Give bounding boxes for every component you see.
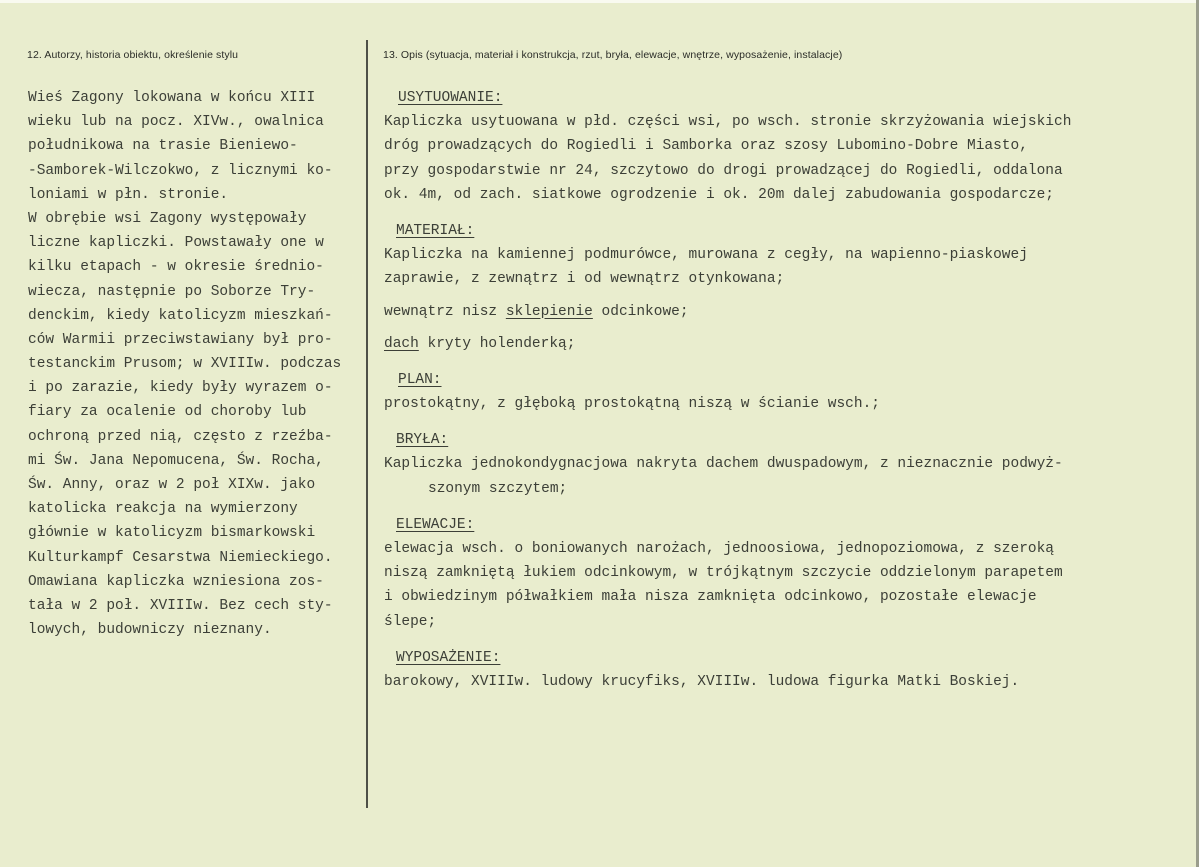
label-bryla: BRYŁA: (396, 432, 449, 449)
usytuowanie-line: Kapliczka usytuowana w płd. części wsi, po wsch. stronie skrzyżowania wiejskich (384, 114, 1072, 131)
wyposazenie-line: barokowy, XVIIIw. ludowy krucyfiks, XVIIIw. ludowa figurka Matki Boskiej. (384, 673, 1020, 690)
history-line: Św. Anny, oraz w 2 poł XIXw. jako (28, 477, 316, 493)
paper-top-edge (0, 0, 1199, 3)
bryla-line: szonym szczytem; (428, 480, 568, 497)
bryla-line: Kapliczka jednokondygnacjowa nakryta dachem dwuspadowym, z nieznacznie podwyż- (384, 456, 1063, 473)
sklepienie-line: wewnątrz nisz sklepienie odcinkowe; (384, 303, 689, 320)
history-line: katolicka reakcja na wymierzony (28, 501, 298, 518)
elewacje-line: i obwiedzinym półwałkiem mała nisza zamknięta odcinkowo, pozostałe elewacje (384, 589, 1037, 606)
elewacje-line: elewacja wsch. o boniowanych narożach, jednoosiowa, jednopoziomowa, z szeroką (384, 541, 1055, 557)
header-description: 13. Opis (sytuacja, materiał i konstrukcja, rzut, bryła, elewacje, wnętrze, wyposażenie, instalacje) (383, 49, 843, 61)
elewacje-line: niszą zamkniętą łukiem odcinkowym, w trójkątnym szczycie oddzielonym parapetem (384, 565, 1063, 582)
label-dach: dach (384, 335, 419, 352)
label-usytuowanie: USYTUOWANIE: (398, 90, 503, 106)
history-line: loniami w płn. stronie. (28, 186, 229, 203)
material-line: zaprawie, z zewnątrz i od wewnątrz otynkowana; (384, 271, 785, 288)
dach-line: dach kryty holenderką; (384, 335, 576, 352)
usytuowanie-line: przy gospodarstwie nr 24, szczytowo do drogi prowadzącej do Rogiedli, oddalona (384, 162, 1063, 179)
history-line: mi Św. Jana Nepomucena, Św. Rocha, (28, 452, 324, 469)
history-line: testanckim Prusom; w XVIIIw. podczas (28, 356, 342, 373)
label-material: MATERIAŁ: (396, 222, 475, 239)
history-text (28, 86, 364, 642)
history-line: wieku lub na pocz. XIVw., owalnica (28, 114, 324, 131)
description-text (384, 86, 1164, 694)
column-divider (366, 40, 368, 808)
history-line: denckim, kiedy katolicyzm mieszkań- (28, 307, 333, 324)
history-line: południkowa na trasie Bieniewo- (28, 138, 298, 155)
material-line: Kapliczka na kamiennej podmurówce, murowana z cegły, na wapienno-piaskowej (384, 247, 1028, 264)
history-line: Omawiana kapliczka wzniesiona zos- (28, 573, 324, 590)
history-line: wiecza, następnie po Soborze Try- (28, 283, 316, 300)
elewacje-line: ślepe; (384, 613, 437, 630)
label-sklepienie: sklepienie (505, 303, 593, 320)
usytuowanie-line: dróg prowadzących do Rogiedli i Samborka oraz szosy Lubomino-Dobre Miasto, (384, 138, 1028, 155)
history-line: -Samborek-Wilczokwo, z licznymi ko- (28, 162, 333, 179)
label-wyposazenie: WYPOSAŻENIE: (396, 649, 501, 666)
history-line: i po zarazie, kiedy były wyrazem o- (28, 380, 333, 397)
history-line: W obrębie wsi Zagony występowały (28, 210, 307, 227)
history-line: fiary za ocalenie od choroby lub (28, 404, 307, 421)
history-line: Kulturkampf Cesarstwa Niemieckiego. (28, 549, 333, 566)
history-line: lowych, budowniczy nieznany. (28, 622, 272, 639)
header-authors-history: 12. Autorzy, historia obiektu, określenie stylu (27, 49, 239, 61)
history-line: ochroną przed nią, często z rzeźba- (28, 428, 333, 445)
history-line: tała w 2 poł. XVIIIw. Bez cech sty- (28, 597, 333, 614)
history-line: kilku etapach - w okresie średnio- (28, 259, 324, 276)
plan-line: prostokątny, z głęboką prostokątną niszą w ścianie wsch.; (384, 396, 880, 413)
usytuowanie-line: ok. 4m, od zach. siatkowe ogrodzenie i ok. 20m dalej zabudowania gospodarcze; (384, 186, 1055, 203)
label-plan: PLAN: (398, 371, 442, 388)
history-line: ców Warmii przeciwstawiany był pro- (28, 331, 333, 348)
history-line: głównie w katolicyzm bismarkowski (28, 525, 316, 542)
history-line: liczne kapliczki. Powstawały one w (28, 235, 324, 252)
label-elewacje: ELEWACJE: (396, 516, 475, 533)
history-line: Wieś Zagony lokowana w końcu XIII (28, 90, 316, 106)
